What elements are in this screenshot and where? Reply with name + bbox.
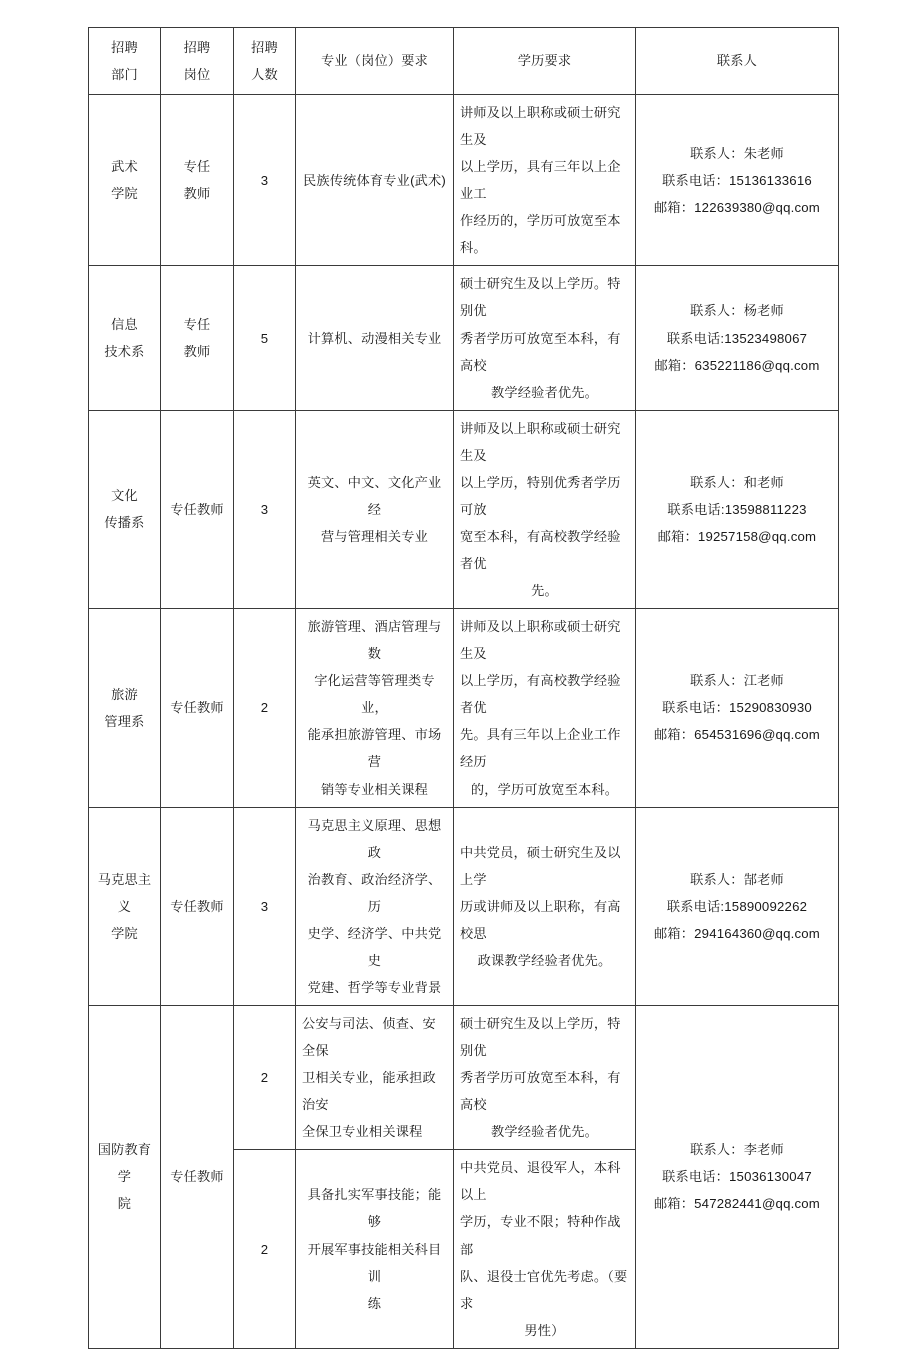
edu-line: 教学经验者优先。 — [490, 384, 599, 400]
header-education: 学历要求 — [454, 28, 636, 95]
post-line: 专任教师 — [170, 700, 224, 716]
major-line: 党建、哲学等专业背景 — [307, 979, 442, 995]
cell-department — [89, 410, 161, 608]
edu-line: 队、退役士官优先考虑。（要求 — [460, 1268, 628, 1311]
major-line: 具备扎实军事技能；能够 — [307, 1187, 442, 1230]
contact-phone: 联系电话:13598811223 — [667, 501, 807, 517]
cell-education — [454, 807, 636, 1005]
contact-email: 邮箱：122639380@qq.com — [653, 199, 820, 215]
edu-line: 硕士研究生及以上学历。特别优 — [460, 276, 621, 319]
edu-line: 历或讲师及以上职称，有高校思 — [460, 898, 621, 941]
dept-line: 技术系 — [104, 344, 145, 360]
contact-phone: 联系电话:15890092262 — [666, 898, 808, 914]
major-line: 公安与司法、侦查、安全保 — [302, 1016, 436, 1059]
recruitment-table — [88, 27, 839, 1349]
cell-department — [89, 95, 161, 266]
cell-position — [161, 609, 234, 807]
table-header — [89, 28, 839, 95]
post-line: 专任 — [183, 159, 211, 175]
header-post-line2: 岗位 — [183, 67, 211, 82]
dept-line: 学院 — [111, 186, 138, 202]
post-line: 专任 — [183, 316, 211, 332]
cell-contact — [636, 95, 839, 266]
cell-education — [454, 609, 636, 807]
header-row — [89, 28, 839, 95]
dept-line: 旅游 — [111, 686, 138, 702]
table-body — [89, 95, 839, 1349]
cell-education — [454, 266, 636, 410]
contact-name: 联系人：朱老师 — [690, 145, 784, 161]
cell-position — [161, 266, 234, 410]
cell-major — [296, 1150, 454, 1348]
edu-line: 讲师及以上职称或硕士研究生及 — [460, 420, 621, 463]
contact-phone: 联系电话：15290830930 — [662, 700, 812, 716]
major-line: 史学、经济学、中共党史 — [307, 925, 442, 968]
contact-phone: 联系电话：15036130047 — [662, 1169, 812, 1185]
cell-contact — [636, 807, 839, 1005]
cell-major — [296, 410, 454, 608]
major-line: 销等专业相关课程 — [320, 781, 429, 797]
edu-line: 硕士研究生及以上学历，特别优 — [460, 1016, 621, 1059]
recruitment-table-page — [88, 27, 838, 1349]
cell-education — [454, 1006, 636, 1150]
cell-contact — [636, 609, 839, 807]
contact-name: 联系人：李老师 — [690, 1142, 784, 1158]
post-line: 专任教师 — [170, 898, 224, 914]
dept-line: 院 — [117, 1196, 132, 1212]
cell-position — [161, 410, 234, 608]
major-line: 开展军事技能相关科目训 — [307, 1241, 442, 1284]
cell-major — [296, 1006, 454, 1150]
cell-department — [89, 266, 161, 410]
dept-line: 传播系 — [104, 515, 145, 531]
cell-count: 3 — [234, 807, 296, 1005]
edu-line: 的，学历可放宽至本科。 — [470, 781, 619, 797]
major-line: 民族传统体育专业(武术) — [302, 172, 447, 188]
edu-line: 先。具有三年以上企业工作经历 — [460, 727, 621, 770]
cell-position — [161, 807, 234, 1005]
header-contact: 联系人 — [636, 28, 839, 95]
contact-email: 邮箱：635221186@qq.com — [654, 357, 820, 373]
contact-email: 邮箱：654531696@qq.com — [653, 727, 820, 743]
header-major: 专业（岗位）要求 — [296, 28, 454, 95]
contact-name: 联系人：郜老师 — [690, 871, 784, 887]
major-line: 马克思主义原理、思想政 — [307, 817, 442, 860]
header-post-line1: 招聘 — [183, 39, 211, 55]
edu-line: 男性） — [524, 1322, 565, 1338]
cell-department — [89, 1006, 161, 1349]
major-line: 练 — [367, 1295, 382, 1311]
edu-line: 先。 — [531, 583, 558, 599]
post-line: 教师 — [183, 186, 211, 202]
cell-major — [296, 807, 454, 1005]
dept-line: 管理系 — [104, 713, 145, 729]
edu-line: 教学经验者优先。 — [490, 1124, 599, 1140]
major-line: 营与管理相关专业 — [320, 528, 429, 544]
major-line: 能承担旅游管理、市场营 — [307, 727, 442, 770]
header-count-line2: 人数 — [251, 67, 278, 82]
cell-department — [89, 609, 161, 807]
table-row — [89, 266, 839, 410]
major-line: 旅游管理、酒店管理与数 — [307, 619, 442, 662]
contact-email: 邮箱：547282441@qq.com — [653, 1196, 820, 1212]
post-line: 教师 — [183, 344, 211, 360]
dept-line: 文化 — [111, 488, 138, 504]
edu-line: 讲师及以上职称或硕士研究生及 — [460, 105, 621, 148]
cell-contact — [636, 410, 839, 608]
edu-line: 秀者学历可放宽至本科，有高校 — [460, 330, 621, 373]
dept-line: 信息 — [111, 316, 138, 332]
table-row — [89, 609, 839, 807]
edu-line: 中共党员，硕士研究生及以上学 — [460, 844, 621, 887]
contact-name: 联系人：江老师 — [690, 673, 784, 689]
major-line: 英文、中文、文化产业经 — [307, 474, 442, 517]
cell-education — [454, 95, 636, 266]
cell-education — [454, 410, 636, 608]
cell-count: 5 — [234, 266, 296, 410]
header-count — [234, 28, 296, 95]
major-line: 治教育、政治经济学、历 — [307, 871, 442, 914]
table-row — [89, 1006, 839, 1150]
major-line: 字化运营等管理类专业， — [314, 673, 435, 716]
cell-position — [161, 1006, 234, 1349]
contact-phone: 联系电话：15136133616 — [662, 172, 812, 188]
dept-line: 国防教育学 — [97, 1142, 152, 1185]
contact-name: 联系人：和老师 — [690, 474, 784, 490]
major-line: 全保卫专业相关课程 — [302, 1124, 423, 1140]
cell-position — [161, 95, 234, 266]
edu-line: 讲师及以上职称或硕士研究生及 — [460, 619, 621, 662]
header-post — [161, 28, 234, 95]
dept-line: 武术 — [111, 159, 138, 175]
major-line: 卫相关专业，能承担政治安 — [302, 1070, 436, 1113]
cell-count: 3 — [234, 410, 296, 608]
cell-department — [89, 807, 161, 1005]
edu-line: 政课教学经验者优先。 — [477, 952, 612, 968]
header-dept — [89, 28, 161, 95]
cell-count: 2 — [234, 1150, 296, 1348]
header-dept-line2: 部门 — [111, 67, 138, 82]
post-line: 专任教师 — [170, 501, 224, 517]
cell-contact — [636, 266, 839, 410]
dept-line: 马克思主义 — [97, 871, 152, 914]
header-dept-line1: 招聘 — [111, 39, 138, 55]
cell-contact — [636, 1006, 839, 1349]
cell-major — [296, 266, 454, 410]
edu-line: 以上学历，具有三年以上企业工 — [460, 159, 621, 202]
edu-line: 宽至本科，有高校教学经验者优 — [460, 528, 621, 571]
contact-phone: 联系电话:13523498067 — [666, 330, 808, 346]
cell-count: 2 — [234, 609, 296, 807]
contact-email: 邮箱：19257158@qq.com — [657, 528, 817, 544]
edu-line: 学历，专业不限；特种作战部 — [460, 1214, 621, 1257]
edu-line: 以上学历，有高校教学经验者优 — [460, 673, 621, 716]
dept-line: 学院 — [111, 925, 138, 941]
table-row — [89, 410, 839, 608]
major-line: 计算机、动漫相关专业 — [307, 330, 442, 346]
cell-major — [296, 95, 454, 266]
edu-line: 中共党员、退役军人，本科以上 — [460, 1160, 621, 1203]
cell-count: 3 — [234, 95, 296, 266]
post-line: 专任教师 — [170, 1169, 224, 1185]
edu-line: 秀者学历可放宽至本科，有高校 — [460, 1070, 621, 1113]
table-row — [89, 807, 839, 1005]
edu-line: 以上学历，特别优秀者学历可放 — [460, 474, 621, 517]
header-count-line1: 招聘 — [251, 39, 278, 55]
table-row — [89, 95, 839, 266]
cell-major — [296, 609, 454, 807]
cell-count: 2 — [234, 1006, 296, 1150]
contact-email: 邮箱：294164360@qq.com — [653, 925, 820, 941]
edu-line: 作经历的，学历可放宽至本科。 — [460, 213, 621, 256]
cell-education — [454, 1150, 636, 1348]
contact-name: 联系人：杨老师 — [690, 303, 784, 319]
